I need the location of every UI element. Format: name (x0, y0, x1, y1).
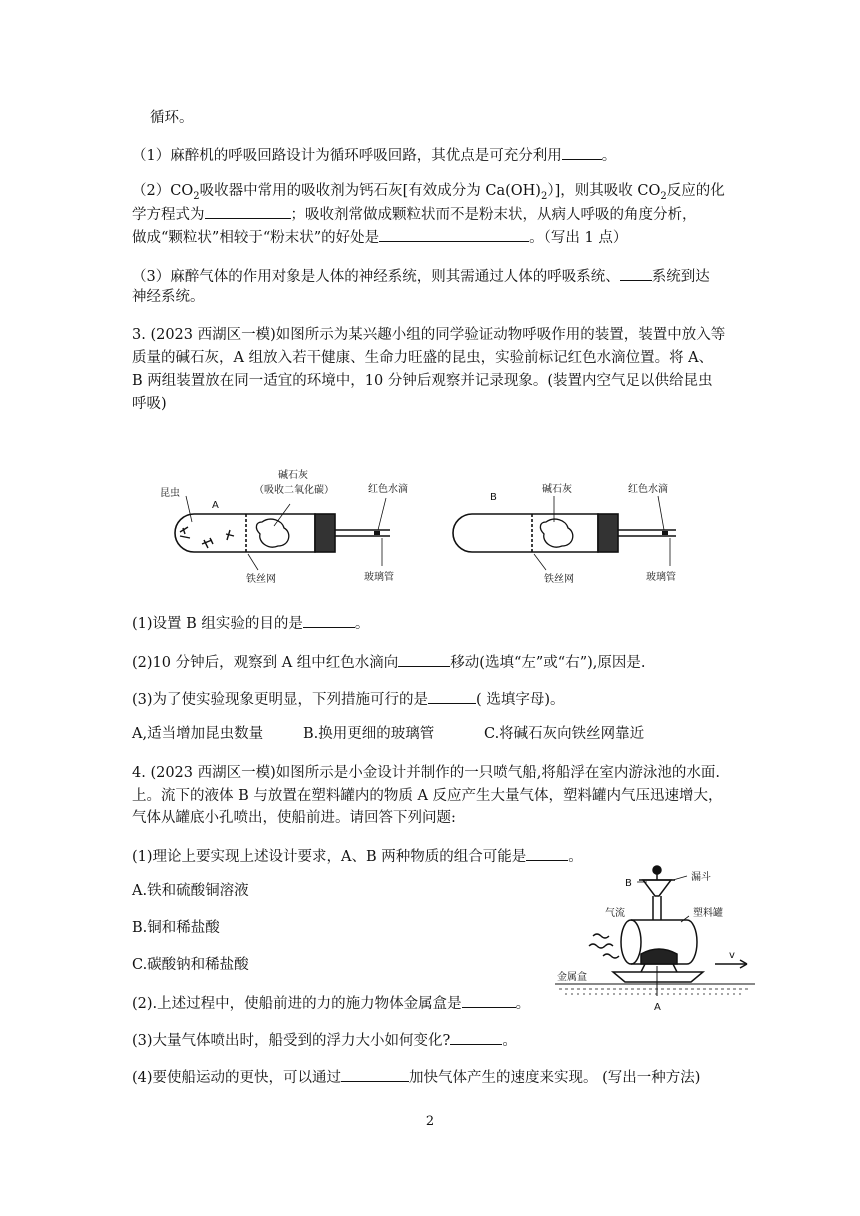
answer-blank[interactable] (398, 651, 450, 667)
gas-flow-puffs (589, 934, 619, 958)
jet-boat-figure (555, 858, 760, 1016)
plastic-can (621, 920, 697, 972)
answer-blank[interactable] (303, 612, 355, 628)
label-velocity: v (729, 950, 735, 961)
answer-blank[interactable] (379, 226, 529, 242)
label-red-drop-b: 红色水滴 (628, 484, 668, 495)
label-glass-tube-a: 玻璃管 (364, 572, 394, 583)
continued-text: 循环。 (150, 110, 194, 126)
answer-blank[interactable] (462, 992, 516, 1008)
label-glass-tube-b: 玻璃管 (646, 572, 676, 583)
q4-sub2: (2).上述过程中，使船前进的力的施力物体金属盒是 。 (132, 992, 530, 1014)
q2-sub2-line3: 做成“颗粒状”相较于“粉末状”的好处是 。（写出 1 点） (132, 226, 627, 248)
q2-sub1: （1）麻醉机的呼吸回路设计为循环呼吸回路，其优点是可充分利用 。 (132, 144, 616, 166)
label-insect: 昆虫 (160, 488, 180, 499)
label-red-drop-a: 红色水滴 (368, 484, 408, 495)
answer-blank[interactable] (428, 688, 476, 704)
label-a: A (654, 1002, 661, 1013)
label-metal-box: 金属盒 (557, 972, 587, 983)
q3-sub1: (1)设置 B 组实验的目的是 。 (132, 612, 369, 634)
q3-stem-line4: 呼吸) (132, 396, 167, 412)
label-wire-mesh-a: 铁丝网 (246, 574, 276, 585)
label-funnel: 漏斗 (691, 872, 711, 883)
label-a: A (212, 500, 219, 511)
q4-sub3: (3)大量气体喷出时，船受到的浮力大小如何变化? 。 (132, 1029, 517, 1051)
q3-stem-line1: 3. (2023 西湖区一模)如图所示为某兴趣小组的同学验证动物呼吸作用的装置，装置中放入等 (132, 327, 726, 343)
q4-option-a: A.铁和硫酸铜溶液 (132, 883, 249, 899)
page-number: 2 (425, 1114, 435, 1129)
q2-sub2-line1: $(2)CO_2$吸收器中常用的吸收剂为钙石灰[有效成分为 $Ca(OH)_2$）]，则其吸收 $CO_2$反应的化 (132, 183, 725, 202)
answer-blank[interactable] (562, 144, 602, 160)
answer-blank[interactable] (450, 1029, 502, 1045)
label-soda-lime-a: 碱石灰 (278, 470, 308, 481)
q4-sub4: (4)要使船运动的更快，可以通过 加快气体产生的速度来实现。 (写出一种方法) (132, 1066, 700, 1088)
label-b: B (490, 492, 497, 503)
q2-sub3-line2: 神经系统。 (132, 289, 205, 305)
label-plastic-can: 塑料罐 (693, 908, 723, 919)
funnel (639, 866, 675, 920)
q4-option-c: C.碳酸钠和稀盐酸 (132, 957, 249, 973)
q4-stem-line2: 上。流下的液体 B 与放置在塑料罐内的物质 A 反应产生大量气体，塑料罐内气压迅速增大， (132, 788, 723, 804)
label-b: B (625, 878, 632, 889)
q3-option-c: C.将碱石灰向铁丝网靠近 (484, 726, 645, 742)
label-gas-flow: 气流 (605, 908, 625, 919)
answer-blank[interactable] (205, 203, 291, 219)
insects (180, 527, 234, 548)
answer-blank[interactable] (341, 1066, 409, 1082)
q2-sub2-line2: 学方程式为 ；吸收剂常做成颗粒状而不是粉末状，从病人呼吸的角度分析， (132, 203, 697, 225)
label-soda-lime-note: （吸收二氧化碳） (254, 485, 334, 496)
answer-blank[interactable] (620, 265, 652, 281)
q3-option-b: B.换用更细的玻璃管 (303, 726, 435, 742)
respiration-apparatus-figure (150, 462, 710, 592)
q4-stem-line3: 气体从罐底小孔喷出，使船前进。请回答下列问题: (132, 810, 456, 826)
q4-sub1: (1)理论上要实现上述设计要求，A、B 两种物质的组合可能是 。 (132, 845, 583, 867)
q2-sub3-line1: （3）麻醉气体的作用对象是人体的神经系统，则其需通过人体的呼吸系统、 系统到达 (132, 265, 710, 287)
q3-sub2: (2)10 分钟后，观察到 A 组中红色水滴向 移动(选填“左”或“右”),原因是. (132, 651, 645, 673)
q4-stem-line1: 4. (2023 西湖区一模)如图所示是小金设计并制作的一只喷气船,将船浮在室内游泳池的水面. (132, 765, 720, 781)
q3-option-a: A,适当增加昆虫数量 (132, 726, 264, 742)
apparatus-b (453, 514, 676, 552)
label-wire-mesh-b: 铁丝网 (544, 574, 574, 585)
label-soda-lime-b: 碱石灰 (542, 484, 572, 495)
q3-sub3: (3)为了使实验现象更明显，下列措施可行的是 ( 选填字母)。 (132, 688, 564, 710)
q4-option-b: B.铜和稀盐酸 (132, 920, 220, 936)
q3-stem-line3: B 两组装置放在同一适宜的环境中，10 分钟后观察并记录现象。(装置内空气足以供给昆虫 (132, 373, 713, 389)
q3-stem-line2: 质量的碱石灰，A 组放入若干健康、生命力旺盛的昆虫，实验前标记红色水滴位置。将 A、 (132, 350, 714, 366)
